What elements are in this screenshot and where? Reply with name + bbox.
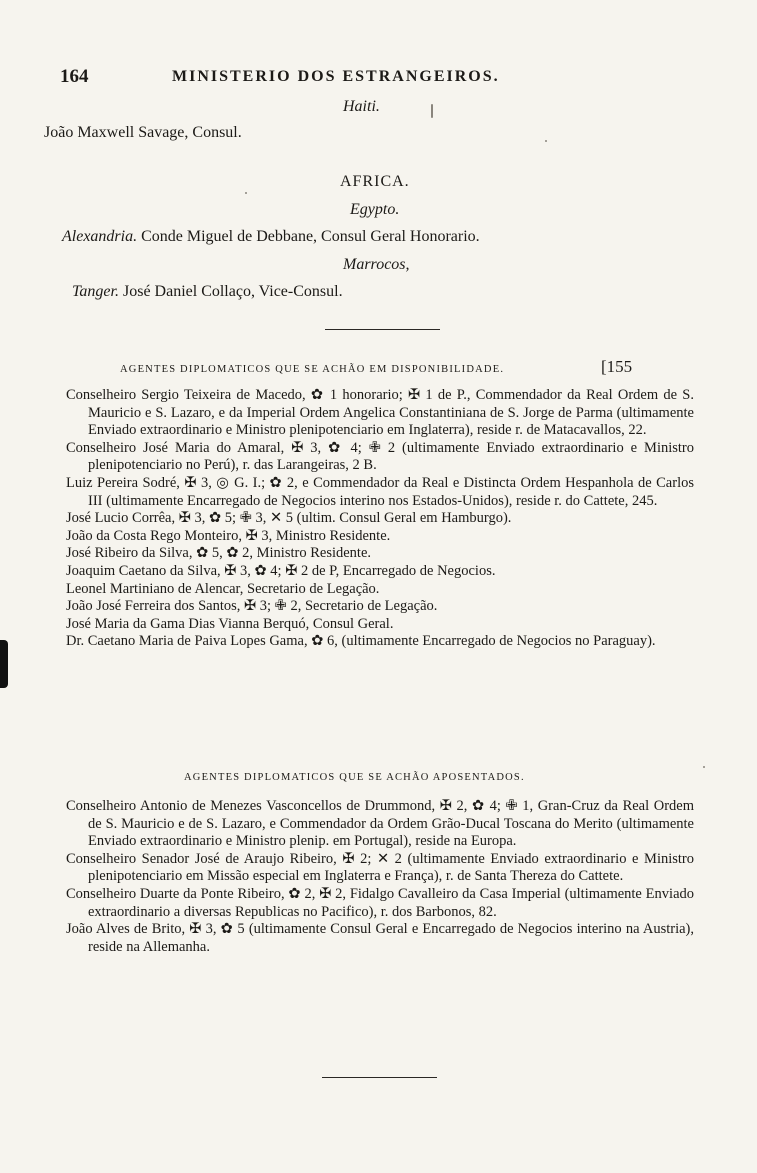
list-item: José Lucio Corrêa, ✠ 3, ✿ 5; ✙ 3, ✕ 5 (ultim. Consul Geral em Hamburgo). (66, 510, 512, 527)
entry-haiti: João Maxwell Savage, Consul. (44, 124, 242, 141)
list-item: João Alves de Brito, ✠ 3, ✿ 5 (ultimamente Consul Geral e Encarregado de Negocios interino na Austria), reside na Allemanha. (66, 921, 694, 955)
page-header (60, 66, 700, 90)
scan-speck (245, 192, 247, 194)
entry-tanger: José Daniel Collaço, Vice-Consul. (122, 283, 343, 300)
scan-speck (545, 140, 547, 142)
list-item: Conselheiro José Maria do Amaral, ✠ 3, ✿ 4; ✙ 2 (ultimamente Enviado extraordinario e Ministro plenipotenciario no Perú), r. das Larangeiras, 2 B. (66, 439, 694, 474)
place-tanger: Tanger. (72, 283, 119, 300)
list-item: Joaquim Caetano da Silva, ✠ 3, ✿ 4; ✠ 2 de P, Encarregado de Negocios. (66, 562, 496, 579)
scan-margin-mark (0, 640, 8, 688)
reference-number: [155 (601, 357, 633, 376)
entry-alexandria: Conde Miguel de Debbane, Consul Geral Honorario. (141, 228, 480, 245)
list-item: Conselheiro Senador José de Araujo Ribeiro, ✠ 2; ✕ 2 (ultimamente Enviado extraordinario e Ministro plenipotenciario em Missão especial em Inglaterra e França), r. de Santa Thereza do Cattete. (66, 850, 694, 885)
list-item: João da Costa Rego Monteiro, ✠ 3, Ministro Residente. (66, 527, 391, 544)
section-divider (325, 329, 440, 330)
list-disponibilidade (66, 387, 694, 651)
scan-speck (703, 766, 705, 768)
list-aposentados (66, 798, 694, 956)
page-number: 164 (60, 66, 89, 87)
place-alexandria: Alexandria. (62, 228, 138, 245)
list-item: Dr. Caetano Maria de Paiva Lopes Gama, ✿ 6, (ultimamente Encarregado de Negocios no Paraguay). (66, 633, 656, 650)
list-item: João José Ferreira dos Santos, ✠ 3; ✙ 2, Secretario de Legação. (66, 598, 438, 615)
list-item: Conselheiro Sergio Teixeira de Macedo, ✿ 1 honorario; ✠ 1 de P., Commendador da Real Ordem de S. Mauricio e S. Lazaro, e da Imperial Ordem Angelica Constantiniana de S. Jorge de Parma (ultimamente Enviado extraordinario e Ministro plenipotenciario em Inglaterra), reside r. de Matacavallos, 22. (66, 387, 694, 439)
list-item: Conselheiro Duarte da Ponte Ribeiro, ✿ 2, ✠ 2, Fidalgo Cavalleiro da Casa Imperial (ultimamente Enviado extraordinario a diversas Republicas no Pacifico), r. dos Barbonos, 82. (66, 885, 694, 920)
scan-speck (431, 104, 433, 118)
list-item: Leonel Martiniano de Alencar, Secretario de Legação. (66, 580, 380, 597)
list-item: Luiz Pereira Sodré, ✠ 3, ◎ G. I.; ✿ 2, e Commendador da Real e Distincta Ordem Hespanhola de Carlos III (ultimamente Encarregado de Negocios interino nos Estados-Unidos), reside r. do Cattete, 245. (66, 474, 694, 509)
country-morocco: Marrocos, (343, 256, 410, 273)
section-heading-disponibilidade: AGENTES DIPLOMATICOS QUE SE ACHÃO EM DISPONIBILIDADE. (120, 364, 505, 375)
section-heading-aposentados: AGENTES DIPLOMATICOS QUE SE ACHÃO APOSENTADOS. (184, 772, 525, 783)
list-item: Conselheiro Antonio de Menezes Vasconcellos de Drummond, ✠ 2, ✿ 4; ✙ 1, Gran-Cruz da Real Ordem de S. Mauricio e de S. Lazaro, e Commendador da Ordem Grão-Ducal Toscana do Merito (ultimamente Enviado extraordinario e Ministro plenip. em Portugal), reside na Europa. (66, 798, 694, 850)
list-item: José Ribeiro da Silva, ✿ 5, ✿ 2, Ministro Residente. (66, 545, 372, 562)
country-haiti: Haiti. (343, 98, 380, 115)
end-divider (322, 1077, 437, 1078)
section-heading-africa: AFRICA. (340, 173, 410, 190)
running-title: MINISTERIO DOS ESTRANGEIROS. (172, 68, 500, 85)
list-item: José Maria da Gama Dias Vianna Berquó, Consul Geral. (66, 615, 394, 632)
country-egypt: Egypto. (350, 201, 400, 218)
